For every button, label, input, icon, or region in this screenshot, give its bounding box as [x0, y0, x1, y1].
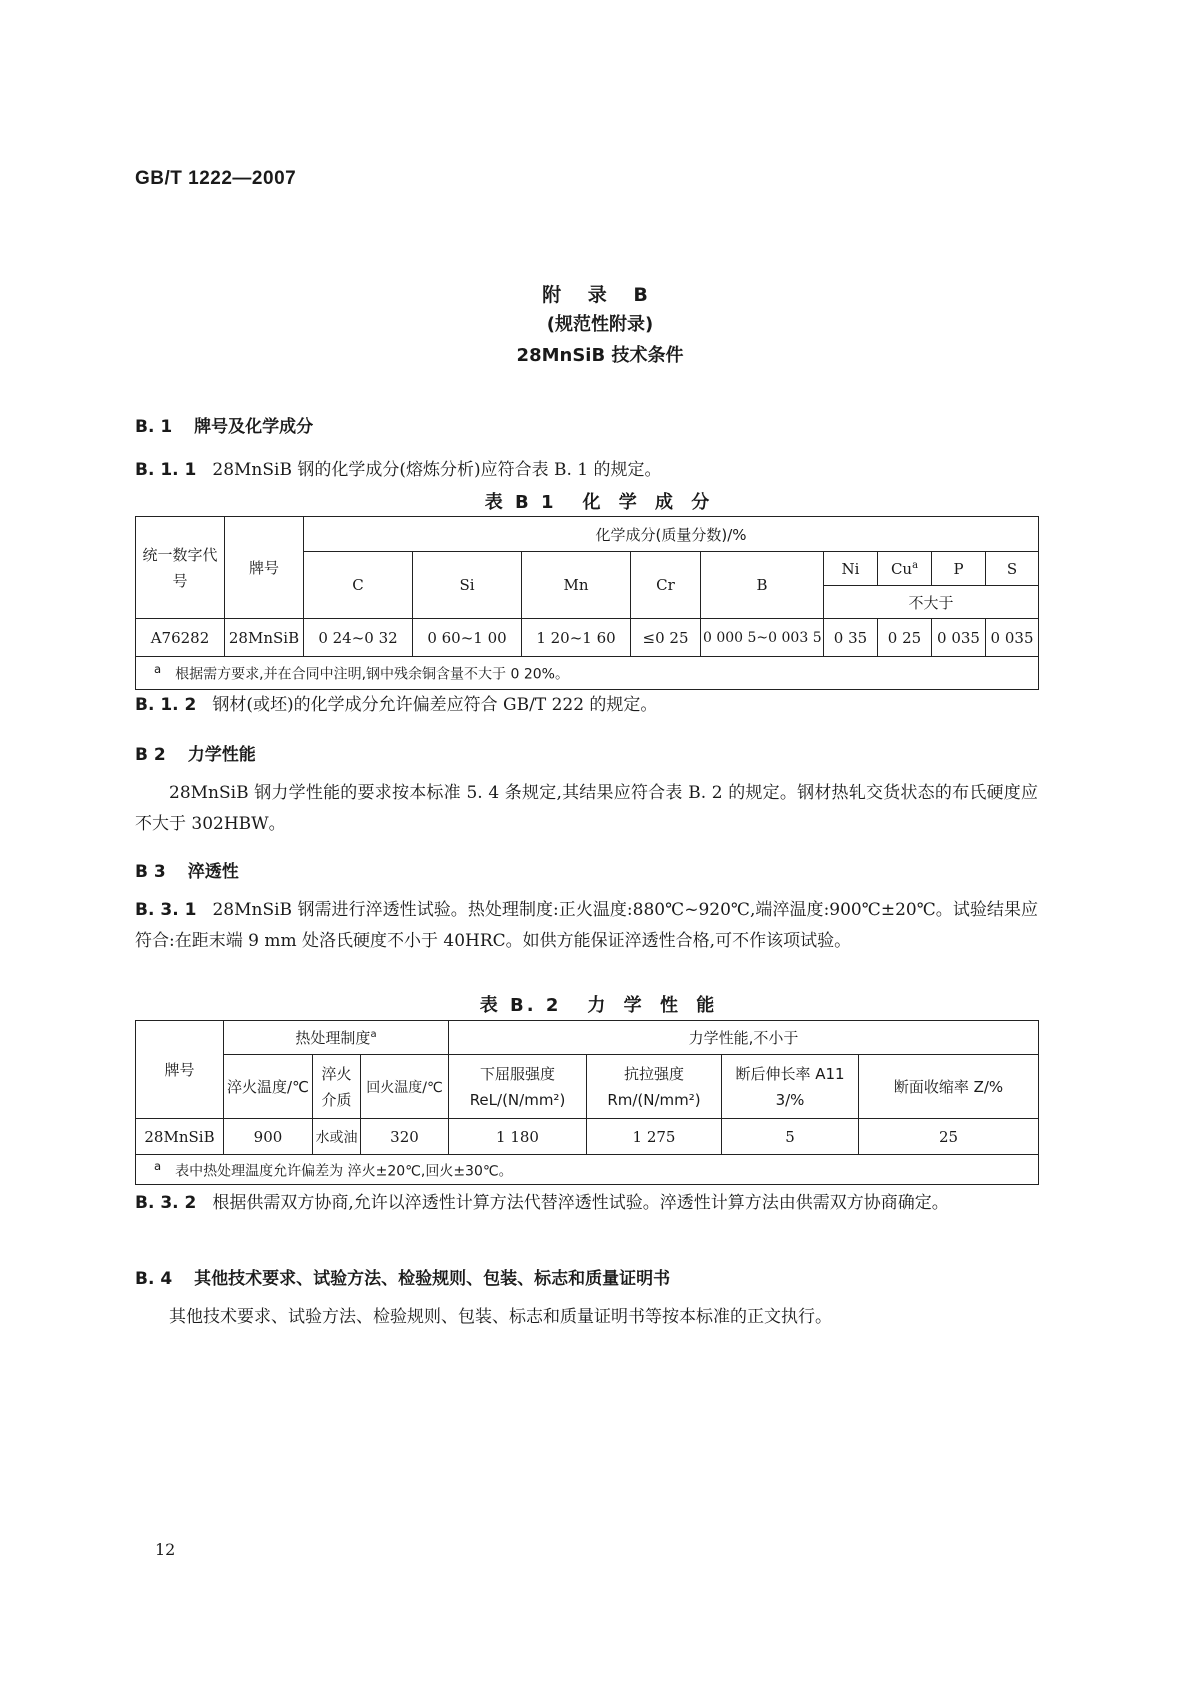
header-quench-temp: 淬火温度/℃	[224, 1055, 313, 1119]
table-title: 化 学 成 分	[582, 492, 716, 513]
header-element: B	[701, 552, 824, 619]
header-element: Ni	[824, 552, 878, 586]
clause-number: B. 1. 2	[135, 695, 197, 715]
section-title: 淬透性	[187, 862, 239, 882]
header-tensile-strength: 抗拉强度 Rm/(N/mm²)	[587, 1055, 722, 1119]
cell-yield-strength: 1 180	[449, 1119, 587, 1155]
header-elongation: 断后伸长率 A11 3/%	[722, 1055, 859, 1119]
mechanical-properties-table	[135, 1020, 1039, 1185]
section-title: 其他技术要求、试验方法、检验规则、包装、标志和质量证明书	[194, 1269, 671, 1289]
section-title: 力学性能	[187, 745, 256, 765]
table-b2-caption	[0, 991, 1200, 1017]
header-max: 不大于	[824, 586, 1039, 619]
header-text: 热处理制度	[295, 1029, 371, 1047]
cell-grade: 28MnSiB	[136, 1119, 224, 1155]
cell-cu: 0 25	[878, 619, 932, 657]
section-heading-b4	[135, 1264, 670, 1289]
section-heading-b1	[135, 412, 313, 437]
table-number: 表 B. 2	[479, 995, 562, 1016]
header-reduction: 断面收缩率 Z/%	[859, 1055, 1039, 1119]
header-heat-treatment	[224, 1021, 449, 1055]
cell-s: 0 035	[986, 619, 1039, 657]
header-element: P	[932, 552, 986, 586]
section-number: B. 4	[135, 1269, 173, 1289]
section-title: 牌号及化学成分	[194, 417, 314, 437]
header-yield-strength: 下屈服强度 ReL/(N/mm²)	[449, 1055, 587, 1119]
clause-b-1-1	[135, 455, 1038, 486]
annex-type: (规范性附录)	[546, 314, 654, 335]
footnote-marker: a	[912, 559, 919, 571]
cell-quench-medium: 水或油	[313, 1119, 361, 1155]
cell-quench-temp: 900	[224, 1119, 313, 1155]
header-element: S	[986, 552, 1039, 586]
cell-si: 0 60~1 00	[413, 619, 522, 657]
header-mechanical: 力学性能,不小于	[449, 1021, 1039, 1055]
cell-elongation: 5	[722, 1119, 859, 1155]
footnote-text: 表中热处理温度允许偏差为 淬火±20℃,回火±30℃。	[175, 1163, 513, 1180]
table-b1-caption	[0, 488, 1200, 514]
clause-number: B. 3. 2	[135, 1193, 197, 1213]
cell-reduction: 25	[859, 1119, 1039, 1155]
header-quench-medium: 淬火介质	[313, 1055, 361, 1119]
cell-mn: 1 20~1 60	[522, 619, 631, 657]
cell-tensile-strength: 1 275	[587, 1119, 722, 1155]
section-heading-b3	[135, 857, 239, 882]
footnote-marker: a	[154, 1158, 162, 1173]
clause-text: 根据供需双方协商,允许以淬透性计算方法代替淬透性试验。淬透性计算方法由供需双方协商确定。	[212, 1193, 949, 1213]
header-grade: 牌号	[225, 517, 304, 619]
section-number: B 2	[135, 745, 166, 765]
header-element-cu	[878, 552, 932, 586]
section-number: B. 1	[135, 417, 173, 437]
element-symbol: Cu	[890, 559, 913, 578]
header-temper-temp: 回火温度/℃	[361, 1055, 449, 1119]
cell-code: A76282	[136, 619, 225, 657]
cell-c: 0 24~0 32	[304, 619, 413, 657]
header-element: Cr	[631, 552, 701, 619]
header-element: Si	[413, 552, 522, 619]
cell-temper-temp: 320	[361, 1119, 449, 1155]
standard-number: GB/T 1222—2007	[135, 168, 297, 189]
header-chemical-composition: 化学成分(质量分数)/%	[304, 517, 1039, 552]
annex-subject: 28MnSiB 技术条件	[516, 345, 684, 366]
table-title: 力 学 性 能	[587, 995, 721, 1016]
header-element: Mn	[522, 552, 631, 619]
paragraph-b4: 其他技术要求、试验方法、检验规则、包装、标志和质量证明书等按本标准的正文执行。	[169, 1307, 832, 1327]
clause-text: 28MnSiB 钢的化学成分(熔炼分析)应符合表 B. 1 的规定。	[212, 460, 662, 480]
header-code: 统一数字代号	[136, 517, 225, 619]
clause-b-1-2	[135, 690, 1038, 721]
cell-ni: 0 35	[824, 619, 878, 657]
header-element: C	[304, 552, 413, 619]
footnote-marker: a	[370, 1029, 377, 1040]
clause-number: B. 3. 1	[135, 900, 197, 920]
clause-b-3-2	[135, 1188, 1038, 1219]
table-footnote	[136, 1155, 1039, 1185]
clause-text: 钢材(或坯)的化学成分允许偏差应符合 GB/T 222 的规定。	[212, 695, 658, 715]
paragraph-b2: 28MnSiB 钢力学性能的要求按本标准 5. 4 条规定,其结果应符合表 B. 2 的规定。钢材热轧交货状态的布氏硬度应不大于 302HBW。	[135, 783, 1038, 834]
section-heading-b2	[135, 740, 256, 765]
footnote-text: 根据需方要求,并在合同中注明,钢中残余铜含量不大于 0 20%。	[175, 666, 569, 683]
page-number: 12	[155, 1540, 176, 1559]
footnote-marker: a	[154, 662, 162, 677]
clause-number: B. 1. 1	[135, 460, 197, 480]
clause-text: 28MnSiB 钢需进行淬透性试验。热处理制度:正火温度:880℃~920℃,端淬温度:900℃±20℃。试验结果应符合:在距末端 9 mm 处洛氏硬度不小于 40HRC。如供方能保证淬透性合格,可不作该项试验。	[135, 900, 1038, 951]
cell-p: 0 035	[932, 619, 986, 657]
table-footnote	[136, 657, 1039, 690]
annex-title: 附 录 B	[542, 284, 658, 306]
cell-cr: ≤0 25	[631, 619, 701, 657]
header-grade: 牌号	[136, 1021, 224, 1119]
cell-grade: 28MnSiB	[225, 619, 304, 657]
clause-b-3-1	[135, 895, 1038, 957]
cell-b: 0 000 5~0 003 5	[701, 619, 824, 657]
chemical-composition-table	[135, 516, 1039, 690]
section-number: B 3	[135, 862, 166, 882]
table-number: 表 B 1	[484, 492, 557, 513]
